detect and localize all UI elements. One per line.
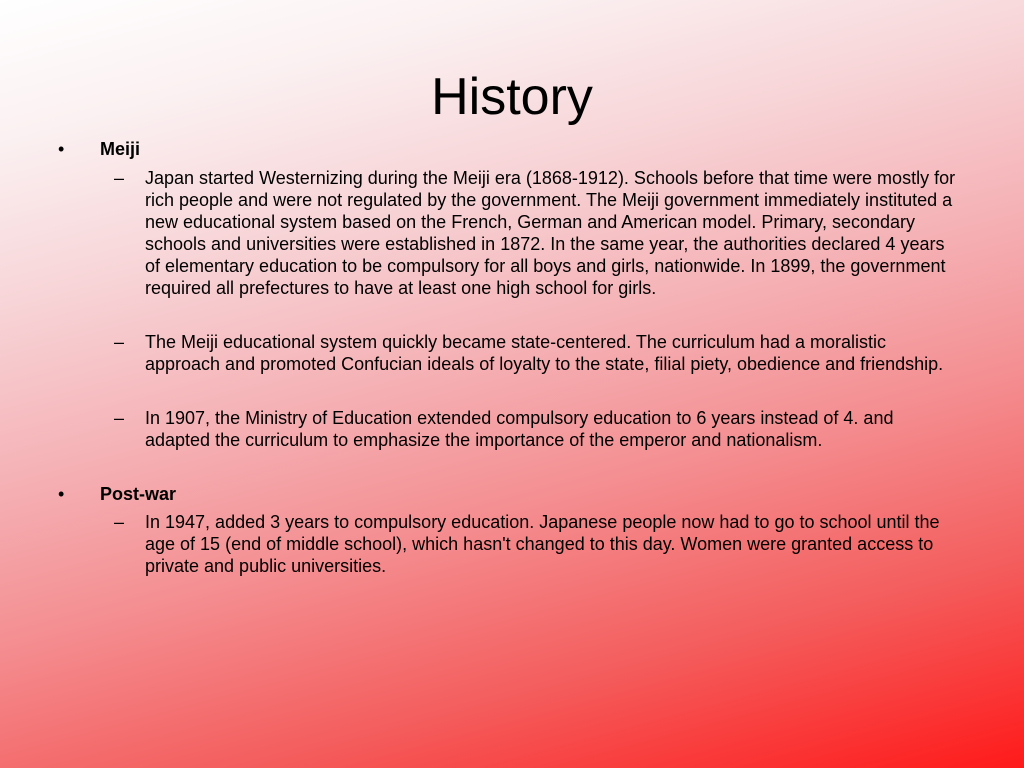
section-heading-text: Meiji [100,139,141,159]
sub-bullet-text: Japan started Westernizing during the Meiji era (1868-1912). Schools before that time were mostly for rich people and were not regulated by the government. The Meiji government immediately instituted a new educational system based on the French, German and American model. Primary, secondary schools and universities were established in 1872. In the same year, the authorities declared 4 years of elementary education to be compulsory for all boys and girls, nationwide. In 1899, the government required all prefectures to have at least one high school for girls. [145,168,956,298]
dash-icon: – [114,332,125,352]
sub-bullet-text: In 1907, the Ministry of Education extended compulsory education to 6 years instead of 4. and adapted the curriculum to emphasize the importance of the emperor and nationalism. [145,408,894,450]
section-heading-text: Post-war [100,484,177,504]
section-heading-meiji [58,138,958,160]
dash-icon: – [114,408,125,428]
sub-bullet-text: In 1947, added 3 years to compulsory education. Japanese people now had to go to school until the age of 15 (end of middle school), which hasn't changed to this day. Women were granted access to private and public universities. [145,512,940,576]
sub-bullet-item [58,407,958,451]
slide-body [58,138,958,577]
sub-bullet-item [58,331,958,375]
slide-title: History [431,68,593,126]
dash-icon: – [114,168,125,188]
bullet-icon: • [58,484,65,504]
section-heading-post-war [58,483,958,505]
sub-bullet-item [58,511,958,577]
bullet-icon: • [58,139,65,159]
sub-bullet-item [58,167,958,299]
dash-icon: – [114,512,125,532]
sub-bullet-text: The Meiji educational system quickly became state-centered. The curriculum had a moralistic approach and promoted Confucian ideals of loyalty to the state, filial piety, obedience and friendship. [145,332,944,374]
